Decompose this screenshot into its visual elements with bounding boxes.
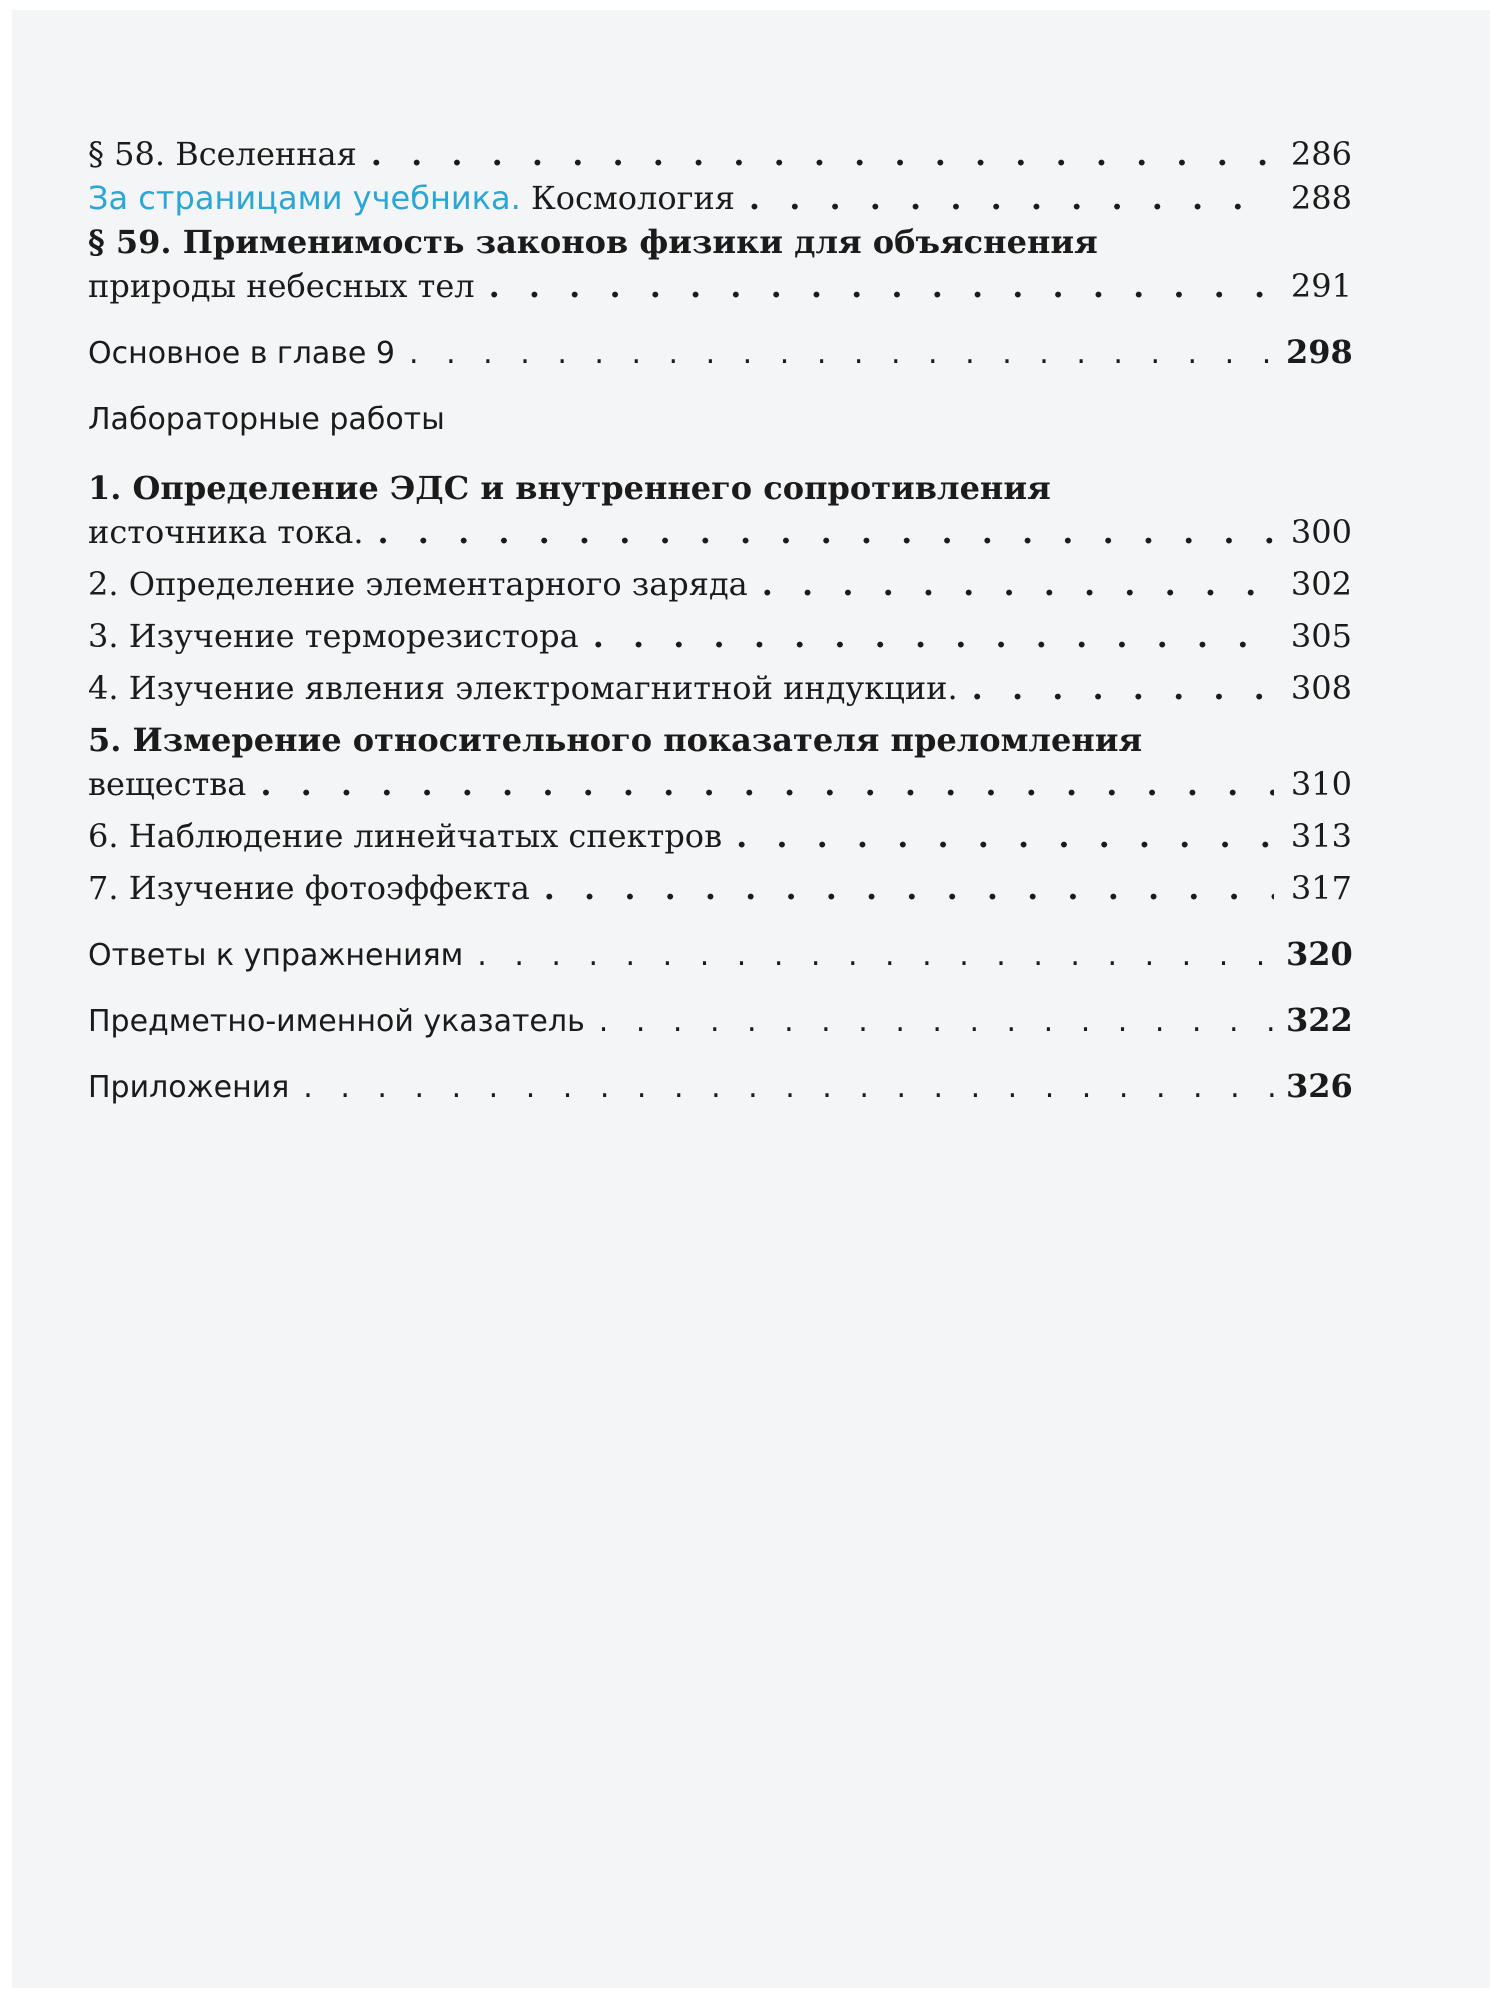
toc-entry-title: Основное в главе 9 bbox=[88, 336, 396, 371]
labs-heading: Лабораторные работы bbox=[88, 402, 445, 437]
toc-entry-s59[interactable] bbox=[88, 220, 1352, 308]
dot-leader bbox=[477, 934, 1274, 978]
toc-page-number: 291 bbox=[1290, 267, 1352, 305]
toc-page-number: 298 bbox=[1286, 333, 1353, 371]
toc-entry-title: § 58. Вселенная bbox=[88, 135, 357, 173]
table-of-contents bbox=[88, 132, 1352, 1108]
toc-page-number: 305 bbox=[1290, 617, 1352, 655]
dot-leader bbox=[762, 562, 1274, 606]
toc-entry-title: Приложения bbox=[88, 1070, 290, 1105]
dot-leader bbox=[544, 866, 1274, 910]
toc-page-number: 308 bbox=[1290, 669, 1352, 707]
beyond-textbook-label: За страницами учебника. bbox=[88, 179, 521, 217]
toc-entry-answers[interactable] bbox=[88, 932, 1352, 976]
dot-leader bbox=[489, 264, 1274, 308]
toc-entry-s58[interactable] bbox=[88, 132, 1352, 176]
toc-page-number: 302 bbox=[1290, 565, 1352, 603]
toc-entry-title-line1: 1. Определение ЭДС и внутреннего сопротивления bbox=[88, 469, 1051, 507]
toc-entry-title: 6. Наблюдение линейчатых спектров bbox=[88, 817, 723, 855]
toc-entry-title-line2: вещества bbox=[88, 765, 247, 803]
toc-page-number: 286 bbox=[1290, 135, 1352, 173]
toc-page-number: 310 bbox=[1290, 765, 1352, 803]
toc-entry-title-line1: 5. Измерение относительного показателя преломления bbox=[88, 721, 1143, 759]
toc-page-number: 288 bbox=[1290, 179, 1352, 217]
toc-entry-title-line2: источника тока. bbox=[88, 513, 364, 551]
toc-page-number: 300 bbox=[1290, 513, 1352, 551]
dot-leader bbox=[371, 132, 1274, 176]
dot-leader bbox=[749, 176, 1274, 220]
toc-entry-title bbox=[88, 176, 735, 220]
dot-leader bbox=[378, 510, 1275, 554]
dot-leader bbox=[409, 332, 1274, 376]
toc-entry-lab3[interactable] bbox=[88, 614, 1352, 658]
toc-entry-title: 2. Определение элементарного заряда bbox=[88, 565, 748, 603]
toc-entry-title-line1: § 59. Применимость законов физики для объяснения bbox=[88, 223, 1098, 261]
toc-entry-title: Ответы к упражнениям bbox=[88, 938, 464, 973]
dot-leader bbox=[736, 814, 1274, 858]
toc-page-number: 317 bbox=[1290, 869, 1352, 907]
toc-page-number: 322 bbox=[1286, 1001, 1353, 1039]
toc-page-number: 313 bbox=[1290, 817, 1352, 855]
toc-entry-summary[interactable] bbox=[88, 330, 1352, 374]
toc-entry-lab4[interactable] bbox=[88, 666, 1352, 710]
toc-entry-title: 3. Изучение терморезистора bbox=[88, 617, 579, 655]
toc-entry-appendix[interactable] bbox=[88, 1064, 1352, 1108]
dot-leader bbox=[599, 1000, 1274, 1044]
toc-entry-lab7[interactable] bbox=[88, 866, 1352, 910]
dot-leader bbox=[303, 1066, 1274, 1110]
dot-leader bbox=[593, 614, 1274, 658]
toc-page-number: 326 bbox=[1286, 1067, 1353, 1105]
toc-entry-lab5[interactable] bbox=[88, 718, 1352, 806]
book-page bbox=[12, 10, 1490, 1988]
dot-leader bbox=[972, 666, 1274, 710]
toc-page-number: 320 bbox=[1286, 935, 1353, 973]
toc-entry-lab6[interactable] bbox=[88, 814, 1352, 858]
toc-entry-lab1[interactable] bbox=[88, 466, 1352, 554]
toc-entry-title: Предметно-именной указатель bbox=[88, 1004, 585, 1039]
toc-entry-lab2[interactable] bbox=[88, 562, 1352, 606]
toc-entry-title-line2: природы небесных тел bbox=[88, 267, 475, 305]
toc-entry-cosmology[interactable] bbox=[88, 176, 1352, 220]
toc-entry-title: 7. Изучение фотоэффекта bbox=[88, 869, 530, 907]
toc-entry-subtitle: Космология bbox=[520, 179, 735, 217]
toc-entry-title: 4. Изучение явления электромагнитной индукции. bbox=[88, 669, 958, 707]
toc-entry-index[interactable] bbox=[88, 998, 1352, 1042]
dot-leader bbox=[260, 762, 1274, 806]
